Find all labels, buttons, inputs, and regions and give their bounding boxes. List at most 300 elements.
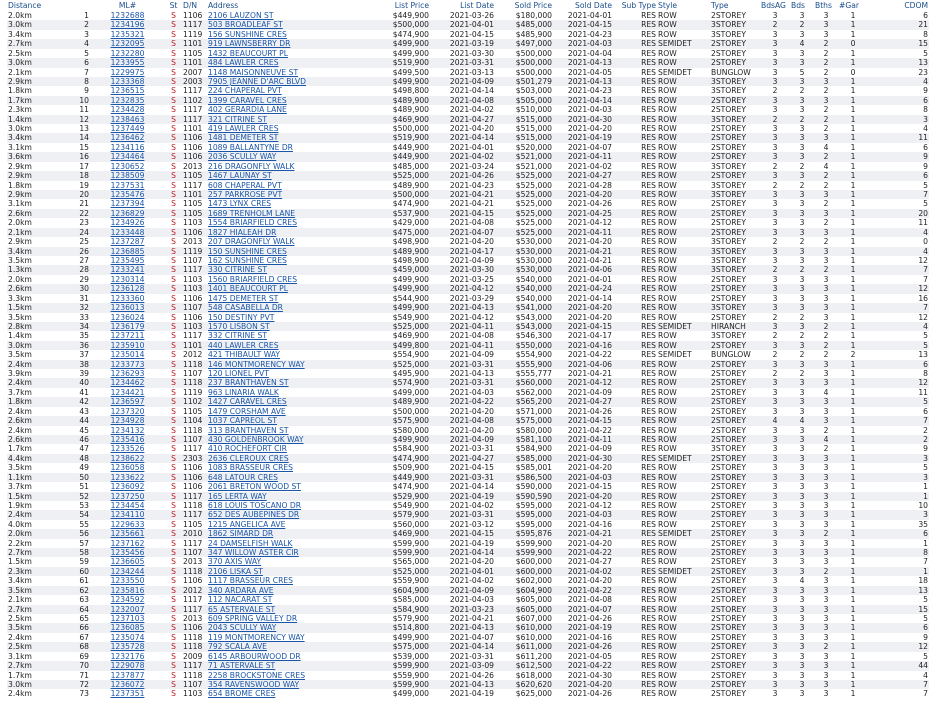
cell-sub-type: RES (641, 689, 656, 699)
address-link[interactable]: 1689 TRENHOLM LANE (208, 208, 296, 218)
ml-number-link[interactable]: 1237211 (110, 331, 145, 341)
address-link[interactable]: 2061 BRETON WOOD ST (208, 482, 301, 492)
cell-bdsag: 3 (772, 293, 778, 303)
address-link[interactable]: 963 LINARIA WALK (208, 387, 279, 397)
ml-number-link[interactable]: 1236058 (110, 463, 145, 473)
cell-bds: 3 (799, 124, 805, 134)
cell-garage: 1 (838, 567, 868, 576)
ml-number-link[interactable]: 1235661 (110, 529, 145, 539)
ml-number-link[interactable]: 1233526 (110, 444, 145, 454)
address-link[interactable]: 1401 BEAUCOURT PL (208, 284, 288, 294)
cell-sold-date: 2021-04-06 (553, 265, 613, 274)
ml-number-cell (90, 284, 165, 293)
address-link[interactable]: 608 CHAPERAL PVT (208, 180, 282, 190)
address-link[interactable]: 919 LAWNSBERRY DR (208, 39, 291, 49)
address-link[interactable]: 340 ARDARA AVE (208, 585, 274, 595)
ml-number-link[interactable]: 1236597 (110, 397, 145, 407)
cell-sub-type: RES (641, 425, 656, 435)
ml-number-cell (90, 501, 165, 510)
address-link[interactable]: 354 RAVENSWOOD WAY (208, 679, 300, 689)
address-link[interactable]: 313 BRANTHAVEN ST (208, 425, 289, 435)
cell-list-price: $500,000 (392, 406, 429, 416)
ml-number-cell (90, 586, 165, 595)
address-link[interactable]: 207 DRAGONFLY WALK (208, 237, 295, 247)
ml-number-link[interactable]: 1234926 (110, 218, 145, 228)
cell-bdsag: 3 (760, 190, 790, 199)
cell-status: S (165, 680, 182, 689)
ml-number-link[interactable]: 1236128 (110, 284, 145, 294)
cell-list-price: $475,000 (367, 228, 430, 237)
ml-number-link[interactable]: 1236462 (110, 133, 145, 143)
cell-bths: 2 (814, 39, 838, 48)
address-link[interactable]: 119 MONTMORENCY WAY (208, 632, 305, 642)
cell-type: 2STOREY (711, 538, 746, 548)
address-cell (207, 303, 367, 312)
cell-distance: 1.7km (8, 670, 32, 680)
ml-number-link[interactable]: 1238463 (110, 114, 145, 124)
address-link[interactable]: 1862 SIMARD DR (208, 529, 274, 539)
address-link[interactable]: 120 LIONEL PVT (208, 369, 269, 379)
ml-number-link[interactable]: 1237250 (110, 491, 145, 501)
col-header-bdsag[interactable]: BdsAG (761, 1, 786, 10)
address-link[interactable]: 1827 HIALEAH DR (208, 227, 277, 237)
cell-sold-date: 2021-04-30 (567, 670, 612, 680)
address-link[interactable]: 2036 SCULLY WAY (208, 152, 277, 162)
address-link[interactable]: 419 LAWLER CRES (208, 124, 279, 134)
address-cell (207, 133, 367, 142)
cell-bdsag: 3 (760, 623, 790, 632)
ml-number-link[interactable]: 1233955 (110, 58, 145, 68)
ml-number-cell (90, 557, 165, 566)
ml-number-link[interactable]: 1233368 (110, 76, 145, 86)
table-row (7, 96, 929, 105)
address-cell (207, 190, 367, 199)
cell-bdsag: 3 (772, 105, 778, 115)
cell-style: ROW (657, 228, 710, 237)
ml-number-cell (90, 313, 165, 322)
address-link[interactable]: 1117 BRASSEUR CRES (208, 576, 293, 586)
cell-garage: 1 (850, 29, 856, 39)
cell-district: 1106 (182, 228, 207, 237)
cell-list-price: $519,900 (367, 133, 430, 142)
cell-style: ROW (658, 369, 677, 379)
cell-bdsag: 2 (772, 312, 778, 322)
cell-distance: 2.7km (7, 548, 53, 557)
cell-row-number: 66 (53, 623, 90, 632)
cell-status: S (171, 255, 176, 265)
cell-bths: 3 (823, 595, 829, 605)
cell-garage: 1 (850, 274, 856, 284)
table-row (7, 397, 929, 406)
ml-number-link[interactable]: 1236072 (110, 679, 145, 689)
address-link[interactable]: 65 ASTERVALE ST (208, 604, 276, 614)
cell-cdom: 4 (923, 670, 928, 680)
cell-list-date: 2021-04-22 (430, 397, 495, 406)
ml-number-link[interactable]: 1233360 (110, 293, 145, 303)
address-cell (207, 313, 367, 322)
ml-number-link[interactable]: 1236829 (110, 208, 145, 218)
col-header-status[interactable]: St (169, 1, 178, 10)
address-cell (207, 473, 367, 482)
cell-sold-price: $497,000 (495, 39, 553, 48)
cell-style: ROW (658, 293, 677, 303)
address-link[interactable]: 1560 BRIARFIELD CRES (208, 274, 298, 284)
address-link[interactable]: 1554 BRIARFIELD CRES (208, 218, 298, 228)
cell-cdom: 1 (923, 538, 928, 548)
cell-district: 1101 (182, 190, 207, 199)
cell-cdom: 3 (868, 454, 929, 463)
ml-number-link[interactable]: 1237103 (110, 614, 145, 623)
address-link[interactable]: 440 LAWLER CRES (208, 340, 279, 350)
ml-number-link[interactable]: 1235416 (110, 434, 145, 444)
address-link[interactable]: 1481 DEMETER ST (208, 133, 279, 143)
ml-number-link[interactable]: 1236024 (110, 312, 145, 322)
cell-row-number: 39 (79, 369, 89, 379)
address-link[interactable]: 216 DRAGONFLY WALK (208, 161, 295, 171)
address-link[interactable]: 652 DES AUBEPINES DR (208, 510, 300, 520)
ml-number-link[interactable]: 1234110 (110, 510, 145, 520)
ml-number-link[interactable]: 1235495 (110, 255, 145, 265)
table-row (7, 313, 929, 322)
address-link[interactable]: 1083 BRASSEUR CRES (208, 463, 293, 473)
ml-number-cell (90, 529, 165, 538)
table-row (7, 39, 929, 48)
cell-bdsag: 3 (772, 142, 778, 152)
ml-number-link[interactable]: 1235816 (110, 585, 145, 595)
cell-district: 1117 (182, 510, 207, 519)
ml-number-cell (90, 228, 165, 237)
cell-distance: 2.4km (8, 425, 32, 435)
cell-status: S (171, 538, 176, 548)
ml-number-link[interactable]: 1234928 (110, 416, 145, 426)
address-link[interactable]: 347 WILLOW ASTER CIR (208, 548, 299, 558)
cell-style: ROW (658, 557, 677, 567)
cell-sold-date: 2021-04-15 (553, 322, 613, 331)
address-link[interactable]: 370 AXIS WAY (208, 557, 262, 567)
ml-number-link[interactable]: 1236013 (110, 303, 145, 313)
cell-sold-price: $485,900 (515, 29, 552, 39)
ml-number-link[interactable]: 1234462 (110, 378, 145, 388)
address-link[interactable]: 792 SCALA AVE (208, 642, 267, 652)
address-cell (207, 96, 367, 105)
address-link[interactable]: 1427 CARAVEL CRES (208, 397, 287, 407)
cell-status: S (165, 77, 182, 86)
ml-number-link[interactable]: 1235910 (110, 340, 145, 350)
address-link[interactable]: 1148 MAISONNEUVE ST (208, 67, 299, 77)
cell-sold-price: $600,000 (515, 557, 552, 567)
cell-bths: 3 (823, 632, 829, 642)
cell-list-price: $514,800 (367, 623, 430, 632)
col-header-sold-date[interactable]: Sold Date (575, 1, 612, 10)
address-link[interactable]: 237 BRANTHAVEN ST (208, 378, 289, 388)
ml-number-link[interactable]: 1237320 (110, 406, 145, 416)
address-link[interactable]: 224 CHAPERAL PVT (208, 86, 282, 96)
cell-style: ROW (657, 586, 710, 595)
cell-row-number: 46 (53, 435, 90, 444)
address-link[interactable]: 150 DESTINY PVT (208, 312, 275, 322)
cell-bdsag: 3 (760, 284, 790, 293)
address-link[interactable]: 1089 BALLANTYNE DR (208, 142, 293, 152)
address-link[interactable]: 1037 CAPREOL ST (208, 416, 277, 426)
cell-sold-price: $586,500 (495, 473, 553, 482)
address-link[interactable]: 1479 CORSHAM AVE (208, 406, 286, 416)
cell-distance: 2.4km (7, 510, 53, 519)
ml-number-link[interactable]: 1235014 (110, 350, 145, 360)
address-link[interactable]: 618 LOUIS TOSCANO DR (208, 500, 302, 510)
cell-style: ROW (657, 548, 710, 557)
cell-bths: 2 (823, 237, 829, 247)
cell-sub-type: RES (641, 105, 656, 115)
address-link[interactable]: 430 GOLDENBROOK WAY (208, 434, 304, 444)
cell-bths: 2 (814, 529, 838, 538)
cell-bths: 3 (823, 312, 829, 322)
cell-garage: 1 (838, 378, 868, 387)
ml-number-link[interactable]: 1235476 (110, 190, 145, 200)
col-header-ml[interactable]: ML# (118, 1, 137, 10)
cell-cdom: 7 (868, 303, 929, 312)
address-link[interactable]: 71 ASTERVALE ST (208, 661, 276, 671)
address-link[interactable]: 421 THIBAULT WAY (208, 350, 281, 360)
ml-number-link[interactable]: 1229078 (110, 661, 145, 671)
cell-bdsag: 3 (760, 228, 790, 237)
ml-number-link[interactable]: 1238622 (110, 453, 145, 463)
cell-bdsag: 3 (760, 360, 790, 369)
col-header-list-price[interactable]: List Price (394, 1, 429, 10)
ml-number-link[interactable]: 1237287 (110, 237, 145, 247)
cell-list-price: $525,000 (367, 171, 430, 180)
col-header-distance[interactable]: Distance (8, 1, 42, 10)
table-row (7, 350, 929, 359)
address-cell (207, 586, 367, 595)
ml-number-cell (90, 463, 165, 472)
cell-row-number: 19 (79, 180, 89, 190)
cell-sub-type: RES (613, 510, 657, 519)
col-header-dn[interactable]: D/N (183, 1, 198, 10)
cell-style: ROW (658, 331, 677, 341)
cell-list-date: 2021-04-09 (430, 435, 495, 444)
ml-number-link[interactable]: 1236515 (110, 86, 145, 96)
cell-type: 2STOREY (710, 39, 760, 48)
cell-bds: 2 (799, 180, 805, 190)
ml-number-link[interactable]: 1237877 (110, 670, 145, 680)
cell-sold-date: 2021-04-12 (567, 218, 612, 228)
address-link[interactable]: 503 BROADLEAF ST (208, 20, 283, 30)
ml-number-link[interactable]: 1234464 (110, 152, 145, 162)
ml-number-link[interactable]: 1233622 (110, 472, 145, 482)
address-link[interactable]: 7905 JEANNE D'ARC BLVD (208, 76, 306, 86)
ml-number-link[interactable]: 1230652 (110, 161, 145, 171)
ml-number-cell (90, 247, 165, 256)
cell-type: 2STOREY (711, 557, 746, 567)
ml-number-link[interactable]: 1229633 (110, 519, 145, 529)
cell-bds: 3 (799, 482, 805, 492)
table-row (7, 162, 929, 171)
ml-number-link[interactable]: 1237162 (110, 538, 145, 548)
address-link[interactable]: 150 SUNSHINE CRES (208, 246, 287, 256)
cell-garage: 1 (838, 360, 868, 369)
cell-style: ROW (657, 397, 710, 406)
cell-district: 1118 (182, 378, 207, 387)
ml-number-link[interactable]: 1233448 (110, 227, 145, 237)
ml-number-link[interactable]: 1234132 (110, 425, 145, 435)
ml-number-link[interactable]: 1236293 (110, 369, 145, 379)
address-link[interactable]: 112 NACARAT ST (208, 595, 273, 605)
cell-bdsag: 3 (760, 209, 790, 218)
cell-cdom: 8 (868, 548, 929, 557)
address-link[interactable]: 609 SPRING VALLEY DR (208, 614, 298, 623)
col-header-list-date[interactable]: List Date (460, 1, 494, 10)
table-row (7, 614, 929, 623)
cell-garage: 1 (850, 199, 856, 209)
cell-status: S (165, 473, 182, 482)
ml-number-link[interactable]: 1234196 (110, 20, 145, 30)
address-link[interactable]: 1570 LISBON ST (208, 321, 270, 331)
ml-number-link[interactable]: 1233550 (110, 576, 145, 586)
ml-number-link[interactable]: 1234421 (110, 387, 145, 397)
cell-list-date: 2021-04-15 (449, 29, 494, 39)
cell-style: ROW (657, 284, 710, 293)
ml-number-link[interactable]: 1236092 (110, 482, 145, 492)
ml-number-link[interactable]: 1237531 (110, 180, 145, 190)
ml-number-link[interactable]: 1234428 (110, 105, 145, 115)
cell-list-price: $489,900 (367, 247, 430, 256)
ml-number-link[interactable]: 1234116 (110, 142, 145, 152)
cell-bdsag: 2 (772, 350, 778, 360)
cell-sold-price: $503,000 (515, 86, 552, 96)
address-link[interactable]: 2258 BROCKSTONE CRES (208, 670, 306, 680)
cell-distance: 2.3km (7, 567, 53, 576)
cell-type: 2STOREY (710, 341, 760, 350)
cell-bths: 3 (814, 96, 838, 105)
cell-distance: 2.5km (8, 614, 32, 623)
ml-number-link[interactable]: 1232095 (110, 39, 145, 49)
ml-number-link[interactable]: 1236885 (110, 246, 145, 256)
ml-number-link[interactable]: 1235456 (110, 548, 145, 558)
col-header-style[interactable]: Style (658, 1, 678, 10)
col-header-bds[interactable]: Bds (791, 1, 805, 10)
address-link[interactable]: 410 ROCHEFORT CIR (208, 444, 287, 454)
address-link[interactable]: 156 SUNSHINE CRES (208, 29, 287, 39)
address-link[interactable]: 1475 DEMETER ST (208, 293, 279, 303)
address-cell (207, 218, 367, 227)
address-link[interactable]: 654 BROME CRES (208, 689, 276, 699)
ml-number-link[interactable]: 1234454 (110, 500, 145, 510)
cell-distance: 3.4km (8, 29, 32, 39)
cell-status: S (165, 284, 182, 293)
address-link[interactable]: 321 CITRINE ST (208, 114, 267, 124)
cell-sold-price: $611,200 (515, 651, 552, 661)
col-header-bths[interactable]: Bths (815, 1, 832, 10)
ml-number-link[interactable]: 1233773 (110, 359, 145, 369)
col-header-cdom[interactable]: CDOM (904, 1, 928, 10)
address-link[interactable]: 2106 LAUZON ST (208, 11, 274, 20)
cell-bds: 3 (790, 209, 814, 218)
ml-number-link[interactable]: 1233241 (110, 265, 145, 275)
address-link[interactable]: 1215 ANGELICA AVE (208, 519, 286, 529)
ml-number-link[interactable]: 1237394 (110, 199, 145, 209)
cell-list-price: $499,900 (367, 284, 430, 293)
ml-number-link[interactable]: 1237351 (110, 689, 145, 699)
ml-number-link[interactable]: 1230314 (110, 274, 145, 284)
address-link[interactable]: 6145 ARBOURWOOD DR (208, 651, 301, 661)
address-link[interactable]: 1399 CARAVEL CRES (208, 95, 287, 105)
ml-number-link[interactable]: 1235321 (110, 29, 145, 39)
address-link[interactable]: 165 LERTA WAY (208, 491, 267, 501)
address-link[interactable]: 1467 LAUNAY ST (208, 171, 272, 181)
cell-bds: 3 (790, 171, 814, 180)
address-link[interactable]: 24 DAMSELFISH WALK (208, 538, 293, 548)
ml-number-link[interactable]: 1229975 (110, 67, 145, 77)
ml-number-link[interactable]: 1235728 (110, 642, 145, 652)
col-header-type[interactable]: Type (711, 1, 729, 10)
cell-style: ROW (657, 341, 710, 350)
cell-cdom: 5 (923, 180, 928, 190)
ml-number-link[interactable]: 1236085 (110, 623, 145, 633)
cell-bds: 3 (790, 303, 814, 312)
cell-sold-date: 2021-04-22 (553, 661, 613, 670)
col-header-address[interactable]: Address (208, 1, 239, 10)
ml-number-cell (90, 576, 165, 585)
address-link[interactable]: 2636 CLEROUX CRES (208, 453, 289, 463)
ml-number-link[interactable]: 1234592 (110, 595, 145, 605)
col-header-gar[interactable]: #Gar (839, 1, 860, 10)
address-link[interactable]: 648 LATOUR CRES (208, 472, 278, 482)
ml-number-link[interactable]: 1232007 (110, 604, 145, 614)
address-link[interactable]: 2106 LISKA ST (208, 566, 263, 576)
table-row (7, 171, 929, 180)
ml-number-link[interactable]: 1235074 (110, 632, 145, 642)
address-link[interactable]: 146 MONTMORENCY WAY (208, 359, 305, 369)
ml-number-link[interactable]: 1232688 (110, 11, 145, 20)
address-link[interactable]: 2043 SCULLY WAY (208, 623, 277, 633)
col-header-sold-price[interactable]: Sold Price (514, 1, 552, 10)
address-link[interactable]: 484 LAWLER CRES (208, 58, 279, 68)
cell-sub-type: RES (613, 605, 657, 614)
address-link[interactable]: 330 CITRINE ST (208, 265, 267, 275)
cell-style: ROW (658, 425, 677, 435)
ml-number-link[interactable]: 1232176 (110, 651, 145, 661)
cell-district: 1118 (183, 632, 203, 642)
address-link[interactable]: 257 PARKROSE PVT (208, 190, 283, 200)
address-link[interactable]: 402 GERARDIA LANE (208, 105, 287, 115)
cell-bds: 3 (799, 557, 805, 567)
ml-number-link[interactable]: 1238509 (110, 171, 145, 181)
address-link[interactable]: 548 CASABELLA DR (208, 303, 283, 313)
col-header-sub-type[interactable]: Sub Type (621, 1, 656, 10)
cell-sold-price: $610,000 (515, 632, 552, 642)
cell-row-number: 73 (79, 689, 89, 699)
cell-garage: 1 (838, 473, 868, 482)
address-link[interactable]: 1432 BEAUCOURT PL (208, 48, 288, 58)
ml-number-link[interactable]: 1236605 (110, 557, 145, 567)
ml-number-link[interactable]: 1237449 (110, 124, 145, 134)
address-link[interactable]: 162 SUNSHINE CRES (208, 255, 287, 265)
cell-sold-date: 2021-04-23 (567, 86, 612, 96)
cell-sold-date: 2021-04-20 (553, 303, 613, 312)
cell-style: ROW (658, 255, 677, 265)
cell-style: ROW (657, 661, 710, 670)
cell-type: 2STOREY (710, 58, 760, 67)
ml-number-cell (90, 510, 165, 519)
ml-number-link[interactable]: 1236179 (110, 321, 145, 331)
cell-style: ROW (658, 29, 677, 39)
address-link[interactable]: 332 CITRINE ST (208, 331, 267, 341)
ml-number-link[interactable]: 1232280 (110, 48, 145, 58)
ml-number-link[interactable]: 1234244 (110, 566, 145, 576)
cell-sub-type: RES (641, 255, 656, 265)
address-link[interactable]: 1473 LYNX CRES (208, 199, 272, 209)
ml-number-link[interactable]: 1232835 (110, 95, 145, 105)
